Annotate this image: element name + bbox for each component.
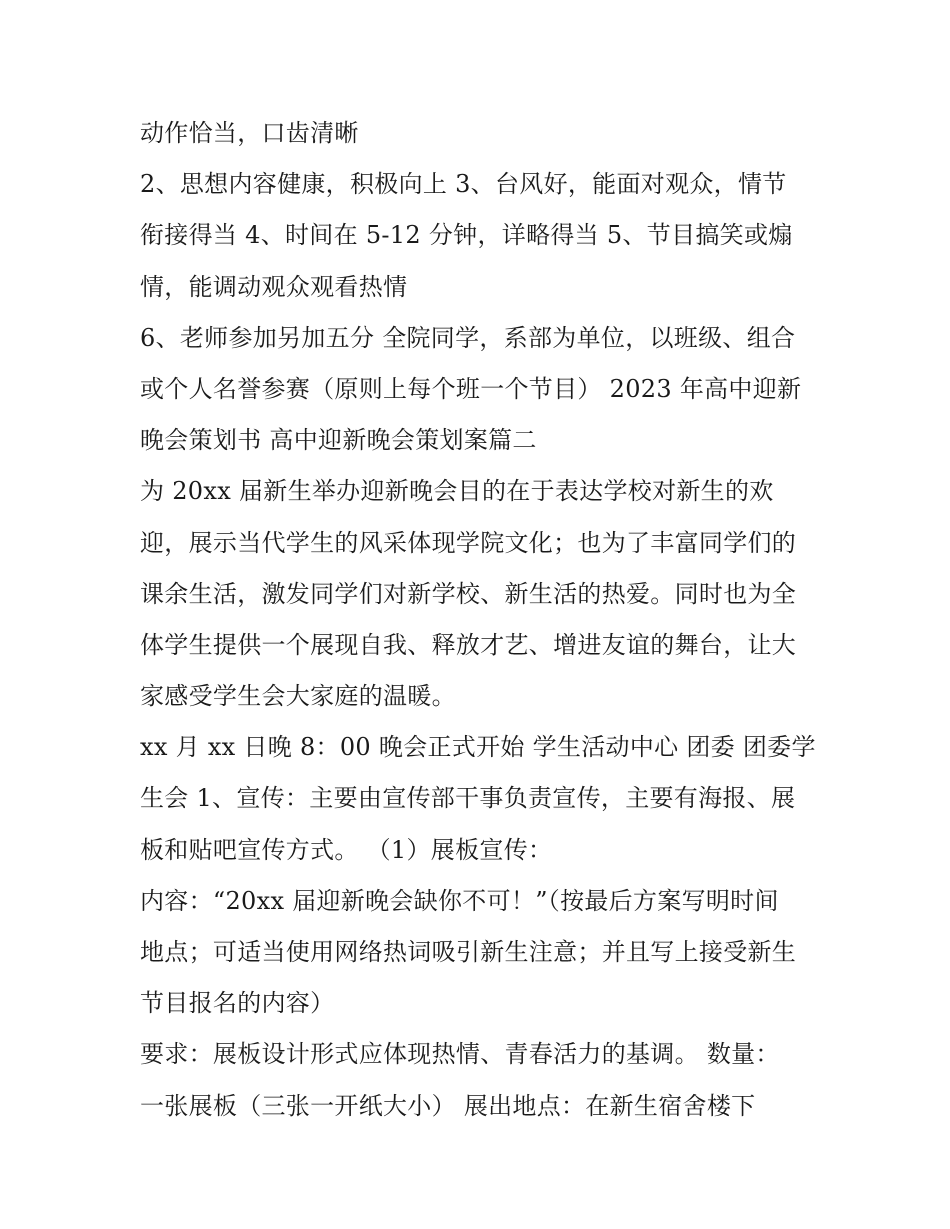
text-line: 节目报名的内容） — [140, 989, 335, 1018]
text-line: 地点；可适当使用网络热词吸引新生注意；并且写上接受新生 — [140, 938, 797, 966]
text-line: 动作恰当，口齿清晰 — [140, 119, 359, 147]
text-line: 2、思想内容健康，积极向上 3、台风好，能面对观众，情节 — [140, 170, 787, 199]
text-line: 为 20xx 届新生举办迎新晚会目的在于表达学校对新生的欢 — [140, 477, 774, 506]
text-line: 内容：“20xx 届迎新晚会缺你不可！”（按最后方案写明时间 — [140, 886, 779, 915]
text-line: 课余生活，激发同学们对新学校、新生活的热爱。同时也为全 — [140, 579, 797, 608]
text-line: xx 月 xx 日晚 8：00 晚会正式开始 学生活动中心 团委 团委学 — [140, 733, 816, 762]
text-line: 或个人名誉参赛（原则上每个班一个节目） 2023 年高中迎新 — [140, 374, 802, 403]
text-line: 6、老师参加另加五分 全院同学，系部为单位，以班级、组合 — [140, 323, 796, 352]
text-line: 迎，展示当代学生的风采体现学院文化；也为了丰富同学们的 — [140, 528, 797, 557]
text-line: 体学生提供一个展现自我、释放才艺、增进友谊的舞台，让大 — [140, 630, 797, 659]
text-line: 情，能调动观众观看热情 — [140, 272, 408, 301]
text-line: 晚会策划书 高中迎新晚会策划案篇二 — [140, 426, 537, 455]
text-line: 要求：展板设计形式应体现热情、青春活力的基调。 数量： — [140, 1040, 780, 1069]
text-line: 板和贴吧宣传方式。 （1）展板宣传： — [140, 835, 553, 864]
text-line: 衔接得当 4、时间在 5-12 分钟，详略得当 5、节目搞笑或煽 — [140, 221, 793, 250]
text-line: 一张展板（三张一开纸大小） 展出地点：在新生宿舍楼下 — [140, 1091, 756, 1120]
text-line: 生会 1、宣传：主要由宣传部干事负责宣传，主要有海报、展 — [140, 784, 796, 813]
document-body — [140, 108, 820, 1132]
text-line: 家感受学生会大家庭的温暖。 — [140, 682, 456, 711]
